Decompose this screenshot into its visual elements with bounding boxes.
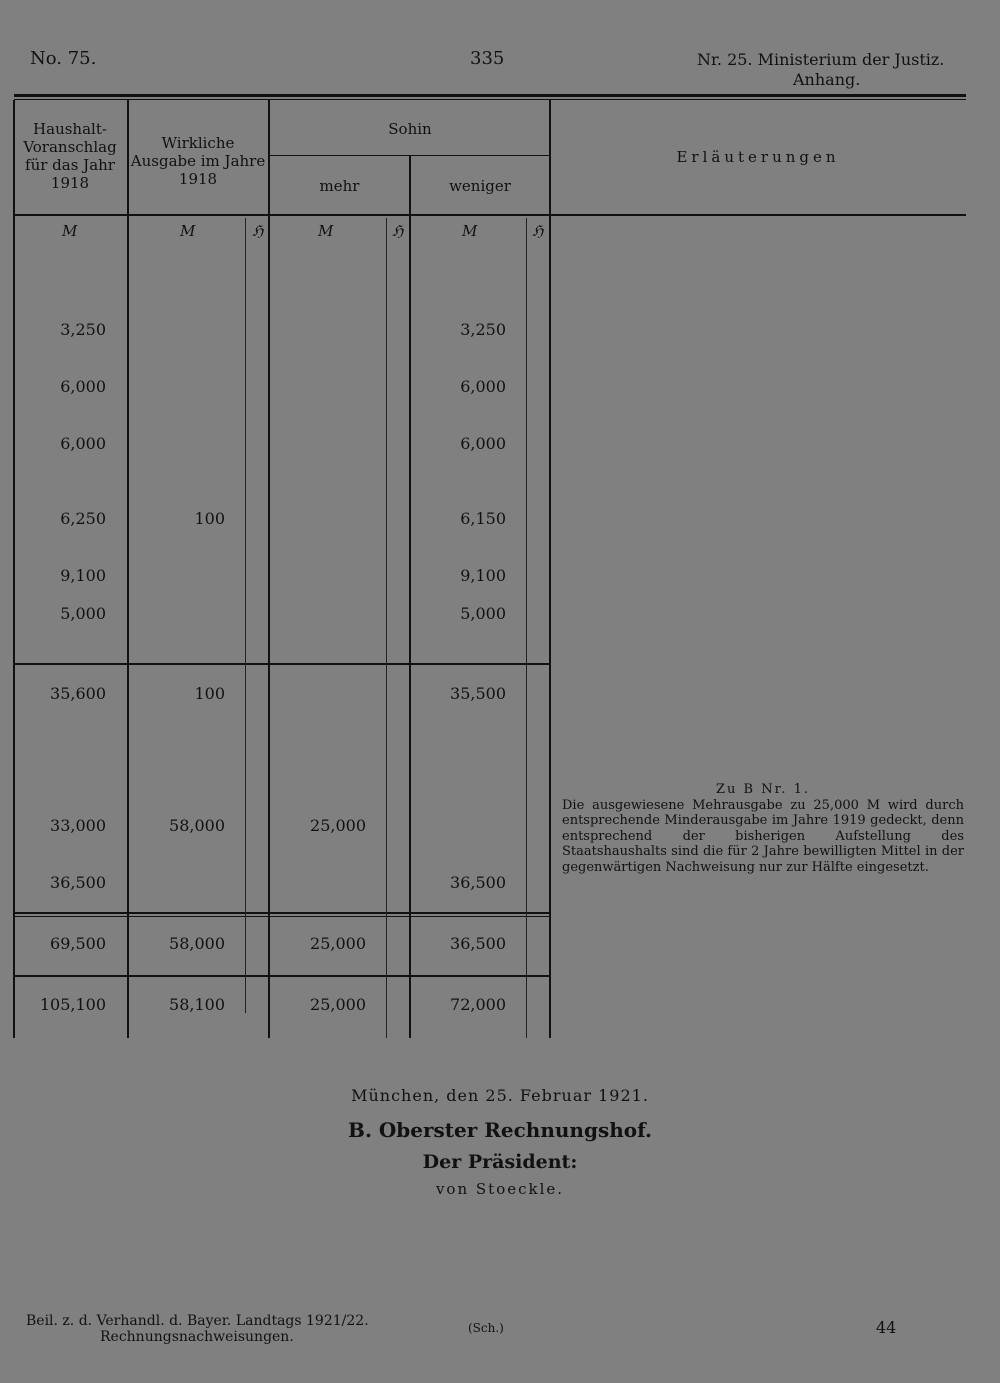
cell-weniger: 5,000 xyxy=(460,604,506,623)
footer-left-line1: Beil. z. d. Verhandl. d. Bayer. Landtags 1921/22. xyxy=(26,1313,369,1329)
page-number: 335 xyxy=(470,48,505,69)
pf-mark: ℌ xyxy=(252,222,264,240)
place-date: München, den 25. Februar 1921. xyxy=(351,1086,649,1105)
pf-mark: ℌ xyxy=(532,222,544,240)
col-head-erlaeuterungen: Erläuterungen xyxy=(676,148,840,166)
cell-weniger: 9,100 xyxy=(460,566,506,585)
cell-weniger: 36,500 xyxy=(450,873,506,892)
unit-mark: M xyxy=(318,222,334,240)
col-line-3 xyxy=(409,155,411,1038)
cell-voranschlag: 69,500 xyxy=(50,934,106,953)
cell-voranschlag: 5,000 xyxy=(60,604,106,623)
cell-voranschlag: 36,500 xyxy=(50,873,106,892)
unit-mark: M xyxy=(62,222,78,240)
subtotal-rule-2b xyxy=(14,916,550,917)
col-line-4 xyxy=(549,100,551,1038)
cell-voranschlag: 33,000 xyxy=(50,816,106,835)
total-rule xyxy=(14,975,550,977)
footer-left-line2: Rechnungsnachweisungen. xyxy=(100,1329,294,1345)
cell-ausgabe: 100 xyxy=(194,509,225,528)
col-head-voranschlag: Haushalt-Voranschlag für das Jahr 1918 xyxy=(23,120,117,192)
col-line-1 xyxy=(127,100,129,1038)
cell-voranschlag: 105,100 xyxy=(39,995,106,1014)
col-head-sohin: Sohin xyxy=(388,120,432,138)
note-text: Die ausgewiesene Mehrausgabe zu 25,000 M wird durch entsprechende Minderausgabe im Jahre 1919 gedeckt, denn entsprechend der bisherigen Aufstellung des Staatshaushalts sind die für 2 Jahre bewilligten Mittel in der gegenwärtigen Nachweisung nur zur Hälfte eingesetzt. xyxy=(562,797,964,875)
cell-mehr: 25,000 xyxy=(310,816,366,835)
cell-weniger: 6,000 xyxy=(460,377,506,396)
cell-ausgabe: 58,100 xyxy=(169,995,225,1014)
signatory-title: Der Präsident: xyxy=(422,1151,578,1173)
pf-line-2 xyxy=(386,218,387,1038)
cell-weniger: 3,250 xyxy=(460,320,506,339)
col-line-2 xyxy=(268,100,270,1038)
cell-weniger: 6,000 xyxy=(460,434,506,453)
issue-number: No. 75. xyxy=(30,48,97,69)
col-head-mehr: mehr xyxy=(319,177,360,195)
unit-mark: M xyxy=(462,222,478,240)
section-heading xyxy=(697,50,957,90)
col-line-left xyxy=(13,100,15,1038)
unit-mark: M xyxy=(180,222,196,240)
cell-ausgabe: 100 xyxy=(194,684,225,703)
cell-weniger: 36,500 xyxy=(450,934,506,953)
pf-line-3 xyxy=(526,218,527,1038)
section-heading-line1: Nr. 25. Ministerium der Justiz. xyxy=(697,50,945,69)
cell-voranschlag: 35,600 xyxy=(50,684,106,703)
cell-voranschlag: 6,000 xyxy=(60,377,106,396)
col-head-weniger: weniger xyxy=(449,177,511,195)
cell-voranschlag: 3,250 xyxy=(60,320,106,339)
cell-weniger: 35,500 xyxy=(450,684,506,703)
subtotal-rule-1 xyxy=(14,663,550,665)
section-heading-line2: Anhang. xyxy=(793,70,861,89)
cell-ausgabe: 58,000 xyxy=(169,816,225,835)
cell-mehr: 25,000 xyxy=(310,934,366,953)
pf-line-1 xyxy=(245,218,246,1013)
office-name: B. Oberster Rechnungshof. xyxy=(348,1118,652,1142)
col-head-wirkliche-ausgabe: Wirkliche Ausgabe im Jahre 1918 xyxy=(130,134,266,188)
top-rule-thick xyxy=(14,94,966,97)
cell-mehr: 25,000 xyxy=(310,995,366,1014)
cell-weniger: 6,150 xyxy=(460,509,506,528)
explanatory-note xyxy=(562,782,964,875)
footer-center: (Sch.) xyxy=(468,1321,504,1335)
cell-weniger: 72,000 xyxy=(450,995,506,1014)
pf-mark: ℌ xyxy=(392,222,404,240)
cell-voranschlag: 9,100 xyxy=(60,566,106,585)
signatory-name: von Stoeckle. xyxy=(435,1180,565,1198)
cell-voranschlag: 6,250 xyxy=(60,509,106,528)
footer-page-number: 44 xyxy=(876,1318,897,1337)
header-bottom-rule xyxy=(14,214,966,216)
subtotal-rule-2a xyxy=(14,912,550,914)
footer-left xyxy=(26,1313,369,1345)
cell-ausgabe: 58,000 xyxy=(169,934,225,953)
note-title: Zu B Nr. 1. xyxy=(715,782,811,797)
top-rule-thin xyxy=(14,99,966,100)
cell-voranschlag: 6,000 xyxy=(60,434,106,453)
